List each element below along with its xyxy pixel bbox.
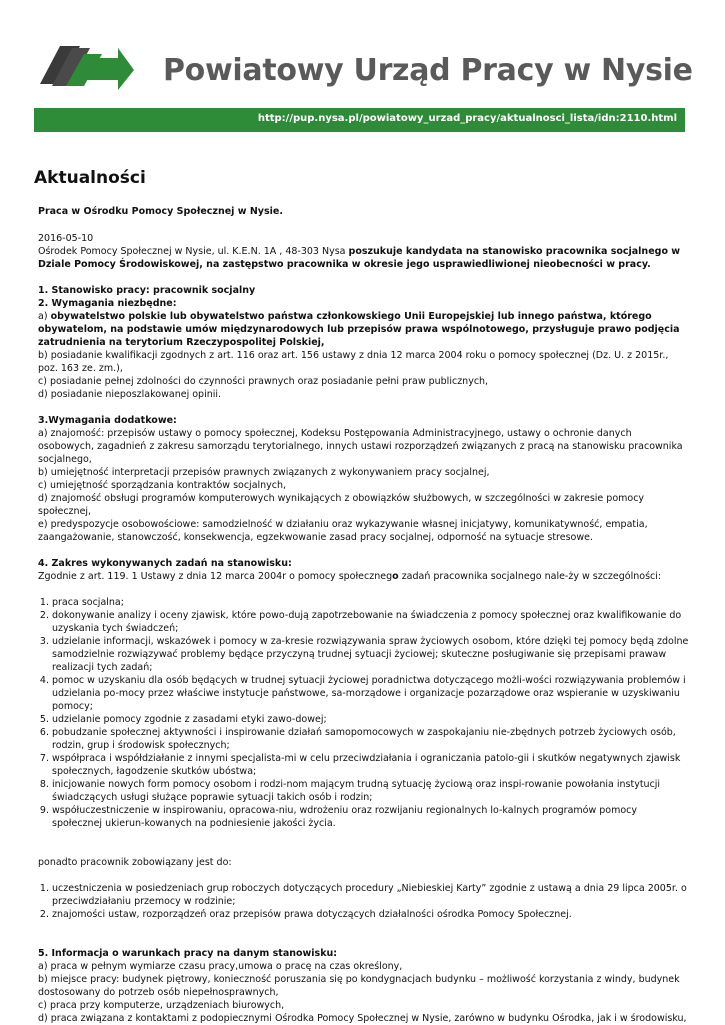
logo-icon xyxy=(38,44,136,96)
additional-duties-intro: ponadto pracownik zobowiązany jest do: xyxy=(38,857,232,868)
page-url-link[interactable]: http://pup.nysa.pl/powiatowy_urzad_pracy/aktualnosci_lista/idn:2110.html xyxy=(257,113,677,124)
intro-bold: poszukuje kandydata na stanowisko pracownika socjalnego w Dziale Pomocy Środowiskowej, na zastępstwo pracownika w okresie jego usprawiedliwionej nieobecności w pracy. xyxy=(38,246,681,270)
condition-d: d) praca związana z kontaktami z podopiecznymi Ośrodka Pomocy Społecznej w Nysie, zarówno w budynku Ośrodka, jak i w środowisku, xyxy=(38,1013,687,1024)
section-5-heading: 5. Informacja o warunkach pracy na danym stanowisku: xyxy=(38,948,338,959)
list-item: 7. współpraca i współdziałanie z innymi specjalista-mi w celu przeciwdziałania i ograniczania patolo-gii i skutków negatywnych zjawisk społecznych, łagodzenie skutków ubóstwa; xyxy=(52,752,690,778)
list-item: 5. udzielanie pomocy zgodnie z zasadami etyki zawo-dowej; xyxy=(52,713,690,726)
duties-list xyxy=(38,596,690,830)
condition-c: c) praca przy komputerze, urządzeniach biurowych, xyxy=(38,1000,285,1011)
article-lead: Praca w Ośrodku Pomocy Społecznej w Nysie. xyxy=(38,206,283,217)
section-3-heading: 3.Wymagania dodatkowe: xyxy=(38,415,177,426)
requirement-d: d) posiadanie nieposzlakowanej opinii. xyxy=(38,389,222,400)
additional-req-a: a) znajomość: przepisów ustawy o pomocy społecznej, Kodeksu Postępowania Administracyjnego, ustawy o ochronie danych osobowych, zagadnień z zakresu samorządu terytorialnego, innych ustawi rozporządzeń związanych z pracą na stanowisku pracownika socjalnego, xyxy=(38,428,683,465)
requirement-c: c) posiadanie pełnej zdolności do czynności prawnych oraz posiadanie pełni praw publicznych, xyxy=(38,376,489,387)
list-item: 1. uczestniczenia w posiedzeniach grup roboczych dotyczących procedury „Niebieskiej Karty” zgodnie z ustawą a dnia 29 lipca 2005r. o przeciwdziałaniu przemocy w rodzinie; xyxy=(52,882,690,908)
additional-req-e: e) predyspozycje osobowościowe: samodzielność w działaniu oraz wykazywanie własnej inicjatywy, komunikatywność, empatia, zaangażowanie, stanowczość, konsekwencja, egzekwowanie zasad pracy socjalnej, odporność na sytuacje stresowe. xyxy=(38,519,648,543)
section-4-heading: 4. Zakres wykonywanych zadań na stanowisku: xyxy=(38,558,292,569)
list-item: 8. inicjowanie nowych form pomocy osobom i rodzi-nom mającym trudną sytuację życiową oraz inspi-rowanie powołania instytucji świadczących usługi służące poprawie sytuacji takich osób i rodzin; xyxy=(52,778,690,804)
article-intro xyxy=(38,245,690,271)
url-bar xyxy=(34,108,685,132)
requirement-b: b) posiadanie kwalifikacji zgodnych z art. 116 oraz art. 156 ustawy z dnia 12 marca 2004 roku o pomocy społecznej (Dz. U. z 2015r., poz. 163 ze. zm.), xyxy=(38,350,669,374)
list-item: 4. pomoc w uzyskaniu dla osób będących w trudnej sytuacji życiowej poradnictwa dotyczącego możli-wości rozwiązywania problemów i udzielania po-mocy przez właściwe instytucje państwowe, sa-morządowe i organizacje pozarządowe oraz wspieranie w uzyskiwaniu pomocy; xyxy=(52,674,690,713)
additional-duties-list xyxy=(38,882,690,921)
condition-a: a) praca w pełnym wymiarze czasu pracy,umowa o pracę na czas określony, xyxy=(38,961,403,972)
article-content xyxy=(38,205,690,1025)
list-item: 2. znajomości ustaw, rozporządzeń oraz przepisów prawa dotyczących działalności ośrodka Pomocy Społecznej. xyxy=(52,908,690,921)
section-1-heading: 1. Stanowisko pracy: pracownik socjalny xyxy=(38,285,256,296)
site-title: Powiatowy Urząd Pracy w Nysie xyxy=(163,53,693,88)
additional-req-b: b) umiejętność interpretacji przepisów prawnych związanych z wykonywaniem pracy socjalnej, xyxy=(38,467,490,478)
additional-req-d: d) znajomość obsługi programów komputerowych wynikających z obowiązków służbowych, w szczególności w zakresie pomocy społecznej, xyxy=(38,493,645,517)
intro-plain: Ośrodek Pomocy Społecznej w Nysie, ul. K.E.N. 1A , 48-303 Nysa xyxy=(38,246,349,257)
additional-req-c: c) umiejętność sporządzania kontraktów socjalnych, xyxy=(38,480,287,491)
page-title: Aktualności xyxy=(34,168,146,188)
section-2-heading: 2. Wymagania niezbędne: xyxy=(38,298,177,309)
list-item: 6. pobudzanie społecznej aktywności i inspirowanie działań samopomocowych w zaspokajaniu nie-zbędnych potrzeb życiowych osób, rodzin, grup i środowisk społecznych; xyxy=(52,726,690,752)
section-4-intro: Zgodnie z art. 119. 1 Ustawy z dnia 12 marca 2004r o pomocy społecznego zadań pracownika socjalnego nale-ży w szczególności: xyxy=(38,571,662,582)
list-item: 2. dokonywanie analizy i oceny zjawisk, które powo-dują zapotrzebowanie na świadczenia z pomocy społecznej oraz kwalifikowanie do uzyskania tych świadczeń; xyxy=(52,609,690,635)
list-item: 1. praca socjalna; xyxy=(52,596,690,609)
condition-b: b) miejsce pracy: budynek piętrowy, konieczność poruszania się po kondygnacjach budynku – możliwość korzystania z windy, budynek dostosowany do potrzeb osób niepełnosprawnych, xyxy=(38,974,680,998)
article-date: 2016-05-10 xyxy=(38,233,94,244)
requirement-a: a) obywatelstwo polskie lub obywatelstwo państwa członkowskiego Unii Europejskiej lub innego państwa, którego obywatelom, na podstawie umów międzynarodowych lub przepisów prawa wspólnotowego, przysługuje prawo podjęcia zatrudnienia na terytorium Rzeczypospolitej Polskiej, xyxy=(38,311,680,348)
list-item: 3. udzielanie informacji, wskazówek i pomocy w za-kresie rozwiązywania spraw życiowych osobom, które dzięki tej pomocy będą zdolne samodzielnie rozwiązywać problemy będące przyczyną trudnej sytuacji życiowej; skuteczne posługiwanie się przepisami prawaw realizacji tych zadań; xyxy=(52,635,690,674)
list-item: 9. współuczestniczenie w inspirowaniu, opracowa-niu, wdrożeniu oraz rozwijaniu regionalnych lo-kalnych programów pomocy społecznej ukierun-kowanych na podniesienie jakości życia. xyxy=(52,804,690,830)
